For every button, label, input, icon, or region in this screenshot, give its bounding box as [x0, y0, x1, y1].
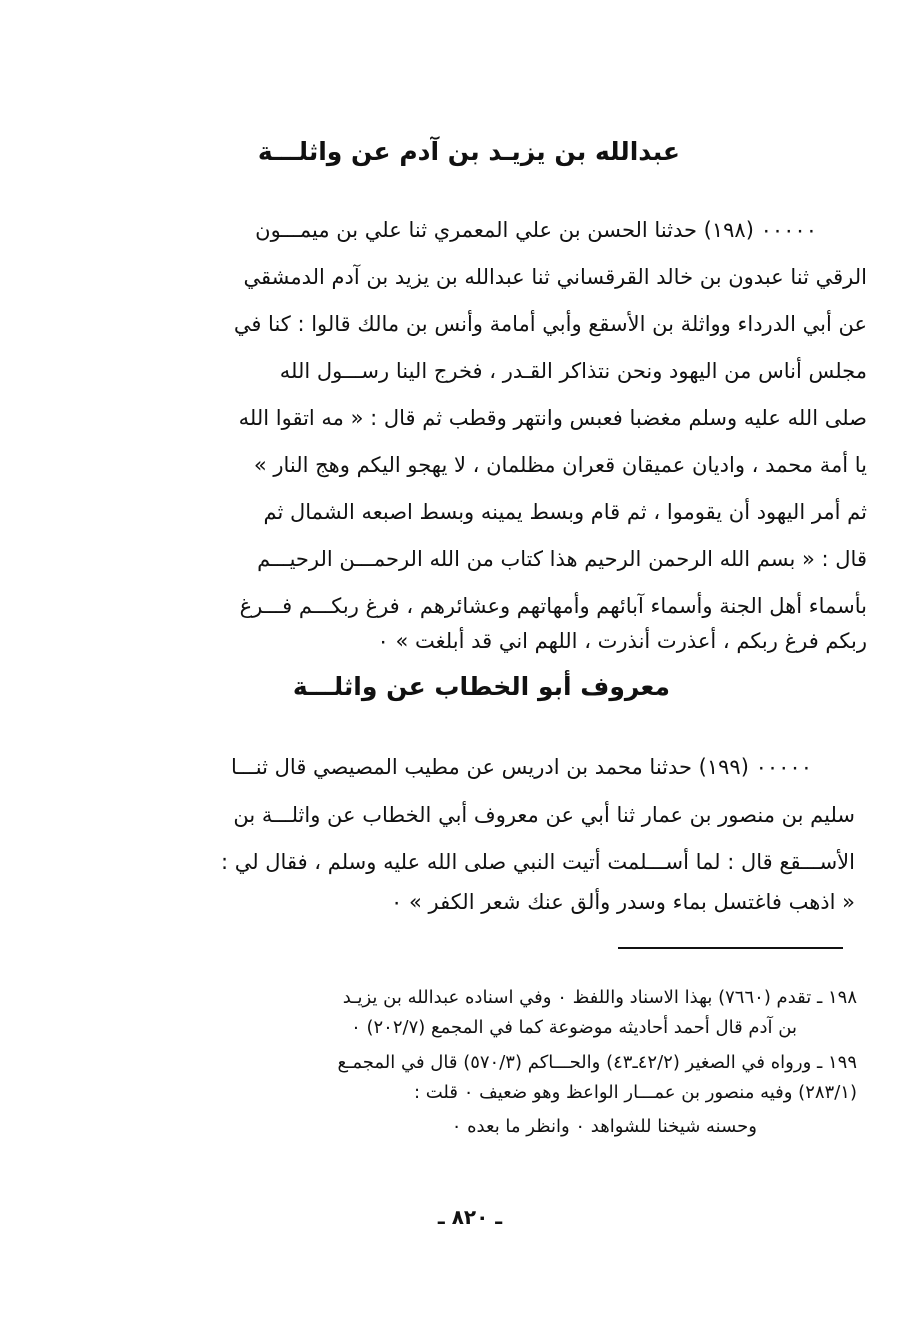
footnote-199-line: ١٩٩ ـ ورواه في الصغير (٤٢/٢ـ٤٣) والحـــاكم (٥٧٠/٣) قال في المجمـع: [337, 1052, 857, 1073]
hadith-198-line: ٠٠٠٠٠ (١٩٨) حدثنا الحسن بن علي المعمري ثنا علي بن ميمـــون: [255, 218, 817, 242]
hadith-199-line: سليم بن منصور بن عمار ثنا أبي عن معروف أبي الخطاب عن واثلـــة بن: [233, 803, 855, 827]
footnote-199-line: (٢٨٣/١) وفيه منصور بن عمـــار الواعظ وهو ضعيف ٠ قلت :: [413, 1082, 857, 1103]
hadith-198-line: ربكم فرغ ربكم ، أعذرت أنذرت ، اللهم اني قد أبلغت » ٠: [377, 629, 867, 653]
footnote-separator: [618, 947, 843, 949]
footnote-198-line: ١٩٨ ـ تقدم (٧٦٦٠) بهذا الاسناد واللفظ ٠ وفي اسناده عبدالله بن يزيـد: [342, 987, 857, 1008]
hadith-198-line: عن أبي الدرداء وواثلة بن الأسقع وأبي أمامة وأنس بن مالك قالوا : كنا في: [233, 312, 867, 336]
section-heading-2: معروف أبو الخطاب عن واثلـــة: [292, 672, 670, 701]
hadith-198-line: ثم أمر اليهود أن يقوموا ، ثم قام وبسط يمينه وبسط اصبعه الشمال ثم: [263, 500, 867, 524]
hadith-199-line: « اذهب فاغتسل بماء وسدر وألق عنك شعر الكفر » ٠: [391, 890, 855, 914]
footnote-198-line: بن آدم قال أحمد أحاديثه موضوعة كما في المجمع (٢٠٢/٧) ٠: [351, 1017, 797, 1038]
hadith-199-line: ٠٠٠٠٠ (١٩٩) حدثنا محمد بن ادريس عن مطيب المصيصي قال ثنـــا: [230, 755, 812, 779]
hadith-198-line: يا أمة محمد ، واديان عميقان قعران مظلمان ، لا يهجو اليكم وهج النار »: [253, 453, 867, 477]
page-number: ـ ٨٢٠ ـ: [437, 1205, 503, 1229]
footnote-199-line: وحسنه شيخنا للشواهد ٠ وانظر ما بعده ٠: [451, 1116, 757, 1137]
hadith-198-line: قال : « بسم الله الرحمن الرحيم هذا كتاب من الله الرحمـــن الرحيـــم: [257, 547, 867, 571]
hadith-198-line: مجلس أناس من اليهود ونحن نتذاكر القـدر ، فخرج الينا رســـول الله: [279, 359, 867, 383]
hadith-199-line: الأســـقع قال : لما أســـلمت أتيت النبي صلى الله عليه وسلم ، فقال لي :: [220, 850, 855, 874]
section-heading-1: عبدالله بن يزيـد بن آدم عن واثلـــة: [257, 137, 680, 166]
hadith-198-line: صلى الله عليه وسلم مغضبا فعبس وانتهر وقطب ثم قال : « مه اتقوا الله: [238, 406, 867, 430]
hadith-198-line: الرقي ثنا عبدون بن خالد القرقساني ثنا عبدالله بن يزيد بن آدم الدمشقي: [243, 265, 867, 289]
hadith-198-line: بأسماء أهل الجنة وأسماء آبائهم وأمهاتهم وعشائرهم ، فرغ ربكـــم فـــرغ: [239, 594, 867, 618]
